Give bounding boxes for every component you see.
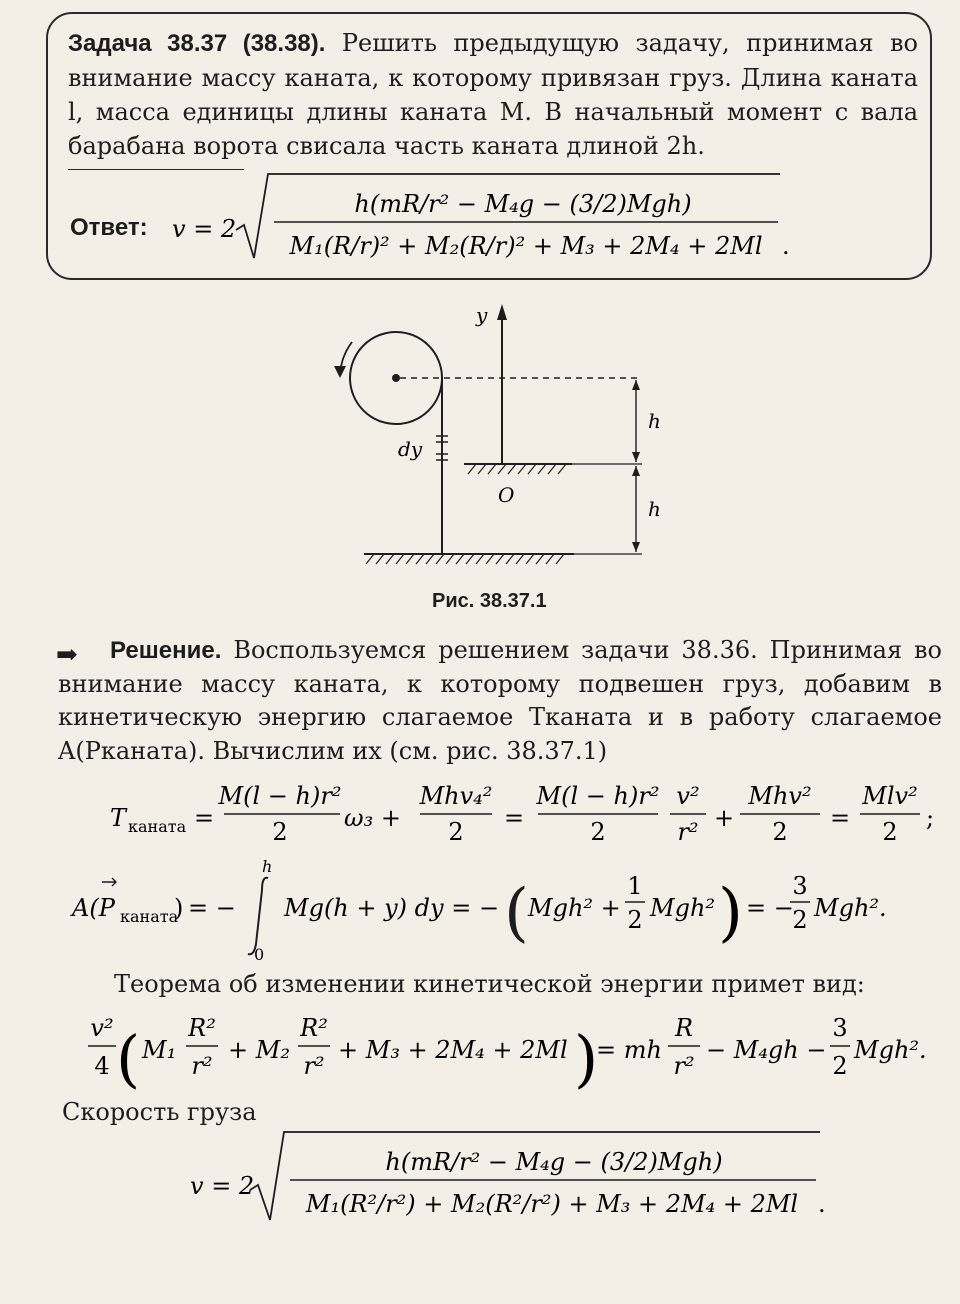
svg-text:Mhv²: Mhv² xyxy=(748,782,812,810)
equation-theorem xyxy=(80,1006,940,1095)
svg-text:0: 0 xyxy=(254,945,265,964)
svg-text:+ M₂: + M₂ xyxy=(228,1036,290,1064)
problem-heading: Задача 38.37 (38.38). xyxy=(68,30,326,57)
svg-text:R²: R² xyxy=(300,1014,328,1042)
final-numerator: h(mR/r² − M₄g − (3/2)Mgh) xyxy=(385,1148,723,1176)
svg-text:T: T xyxy=(110,804,127,832)
svg-text:=: = xyxy=(194,804,215,832)
svg-text:.: . xyxy=(782,232,790,260)
theorem-text: Теорема об изменении кинетической энергии примет вид: xyxy=(114,970,865,998)
svg-text:каната: каната xyxy=(120,907,179,926)
svg-text:Mgh² +: Mgh² + xyxy=(528,894,621,922)
solution-arrow-icon: ➡ xyxy=(56,640,78,670)
label-dy: dy xyxy=(398,437,423,461)
answer-formula xyxy=(160,170,800,270)
svg-text:r²: r² xyxy=(677,818,699,846)
solution-text-block xyxy=(58,634,942,768)
svg-text:M₁: M₁ xyxy=(142,1036,177,1064)
figure-diagram xyxy=(330,296,661,586)
svg-text:): ) xyxy=(574,1022,599,1095)
equation-kinetic-energy xyxy=(100,770,950,846)
svg-text:): ) xyxy=(718,876,743,950)
svg-text:2: 2 xyxy=(590,818,606,846)
svg-text:=: = xyxy=(504,804,525,832)
label-y: y xyxy=(476,303,488,327)
svg-text:v²: v² xyxy=(676,782,700,810)
svg-text:;: ; xyxy=(926,804,935,832)
svg-text:− M₄gh −: − M₄gh − xyxy=(706,1036,827,1064)
svg-text:v²: v² xyxy=(90,1014,114,1042)
final-lhs: v = 2 xyxy=(190,1172,255,1200)
svg-text:Mlv²: Mlv² xyxy=(862,782,918,810)
solution-text: Воспользуемся решением задачи 38.36. Принимая во внимание массу каната, к которому подвешен груз, добавим в кинетическую энергию слагаемое Tканата и в работу слагаемое A(Pканата). Вычислим их (см. рис. 38.37.1) xyxy=(58,636,942,765)
problem-statement xyxy=(68,26,918,163)
svg-text:(: ( xyxy=(116,1022,141,1095)
svg-text:Mg(h + y) dy = −: Mg(h + y) dy = − xyxy=(284,894,500,922)
problem-text: Решить предыдущую задачу, принимая во внимание массу каната, к которому привязан груз. Длина каната l, масса единицы длины каната M. В начальный момент с вала барабана ворота свисала часть каната длиной 2h. xyxy=(68,29,918,160)
svg-text:2: 2 xyxy=(772,818,788,846)
svg-text:R²: R² xyxy=(188,1014,216,1042)
svg-text:2: 2 xyxy=(792,906,808,934)
svg-text:3: 3 xyxy=(832,1014,848,1042)
svg-text:Mhv₄²: Mhv₄² xyxy=(419,782,493,810)
svg-text:2: 2 xyxy=(272,818,288,846)
svg-text:r²: r² xyxy=(673,1052,695,1080)
speed-text: Скорость груза xyxy=(62,1098,257,1126)
figure-caption: Рис. 38.37.1 xyxy=(432,590,547,612)
svg-text:r²: r² xyxy=(303,1052,325,1080)
svg-text:.: . xyxy=(818,1190,826,1218)
svg-text:Mgh².: Mgh². xyxy=(814,894,887,922)
lower-ground-hatch xyxy=(366,554,564,564)
svg-text:3: 3 xyxy=(792,872,808,900)
svg-text:2: 2 xyxy=(448,818,464,846)
svg-text:=: = xyxy=(830,804,851,832)
upper-ground-hatch xyxy=(468,464,566,474)
drum-axis-dot xyxy=(392,374,400,382)
svg-text:4: 4 xyxy=(94,1052,110,1080)
equation-work xyxy=(70,854,910,966)
rotation-arrowhead-icon xyxy=(334,366,346,378)
svg-text:M(l − h)r²: M(l − h)r² xyxy=(218,782,342,810)
svg-text:R: R xyxy=(674,1014,694,1042)
svg-text:h: h xyxy=(262,857,273,876)
svg-text:1: 1 xyxy=(627,872,643,900)
final-denominator: M₁(R²/r²) + M₂(R²/r²) + M₃ + 2M₄ + 2Ml xyxy=(305,1190,799,1218)
svg-text:2: 2 xyxy=(882,818,898,846)
svg-text:= −: = − xyxy=(746,894,794,922)
svg-text:2: 2 xyxy=(832,1052,848,1080)
svg-text:Mgh²: Mgh² xyxy=(650,894,716,922)
answer-label: Ответ: xyxy=(70,214,148,241)
svg-text:): ) xyxy=(174,894,184,922)
label-origin: O xyxy=(498,483,515,507)
y-axis-arrowhead-icon xyxy=(497,304,507,320)
svg-text:r²: r² xyxy=(191,1052,213,1080)
svg-text:= −: = − xyxy=(188,894,236,922)
answer-numerator: h(mR/r² − M₄g − (3/2)Mgh) xyxy=(354,190,692,218)
svg-text:A(P: A(P xyxy=(72,894,115,922)
solution-heading: Решение. xyxy=(110,637,222,664)
answer-denominator: M₁(R/r)² + M₂(R/r)² + M₃ + 2M₄ + 2Ml xyxy=(289,232,763,260)
label-h-upper: h xyxy=(648,409,661,433)
svg-text:+: + xyxy=(714,804,735,832)
answer-lhs: v = 2 xyxy=(172,215,237,243)
svg-text:Mgh².: Mgh². xyxy=(854,1036,927,1064)
svg-text:(: ( xyxy=(504,876,529,950)
svg-text:M(l − h)r²: M(l − h)r² xyxy=(536,782,660,810)
svg-text:2: 2 xyxy=(627,906,643,934)
svg-text:каната: каната xyxy=(128,817,187,836)
final-formula xyxy=(180,1128,840,1228)
svg-text:ω₃ +: ω₃ + xyxy=(344,804,401,832)
svg-text:= mh: = mh xyxy=(596,1036,662,1064)
label-h-lower: h xyxy=(648,497,661,521)
svg-text:+ M₃ + 2M₄ + 2Ml: + M₃ + 2M₄ + 2Ml xyxy=(338,1036,568,1064)
